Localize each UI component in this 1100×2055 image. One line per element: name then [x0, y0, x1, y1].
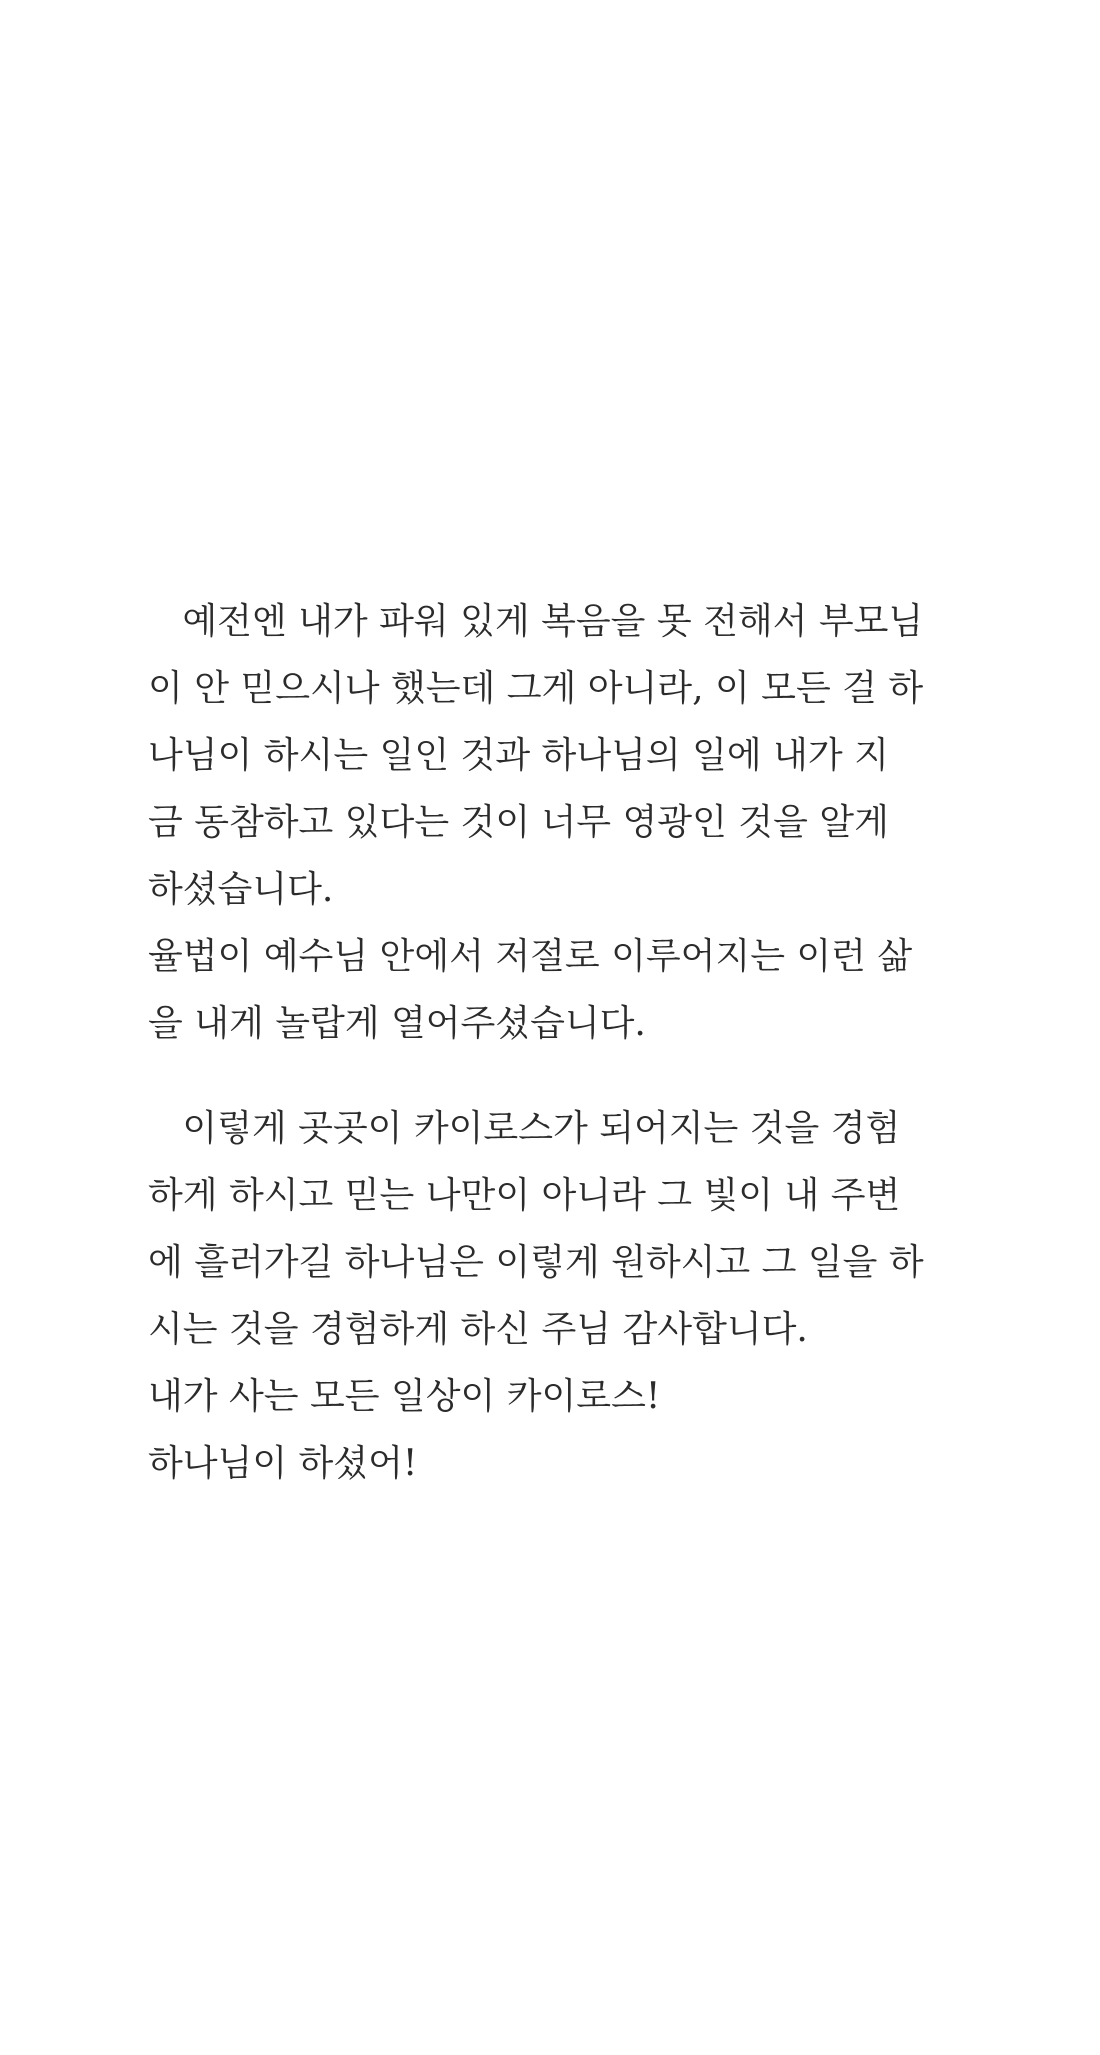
paragraph-1-line: 율법이 예수님 안에서 저절로 이루어지는 이런 삶 [148, 936, 913, 977]
paragraph-1-line: 예전엔 내가 파워 있게 복음을 못 전해서 부모님 [148, 601, 924, 642]
paragraph-2-line: 하나님이 하셨어! [148, 1443, 418, 1484]
paragraph-1-line: 나님이 하시는 일인 것과 하나님의 일에 내가 지 [148, 735, 889, 776]
paragraph-1-line: 이 안 믿으시나 했는데 그게 아니라, 이 모든 걸 하 [148, 668, 924, 709]
paragraph-2-line: 이렇게 곳곳이 카이로스가 되어지는 것을 경험 [148, 1108, 901, 1149]
paragraph-2-line: 시는 것을 경험하게 하신 주님 감사합니다. [148, 1309, 808, 1350]
paragraph-1-line: 하셨습니다. [148, 869, 334, 910]
paragraph-2-line: 내가 사는 모든 일상이 카이로스! [148, 1376, 661, 1417]
paragraph-1 [148, 588, 958, 1057]
paragraph-1-line: 금 동참하고 있다는 것이 너무 영광인 것을 알게 [148, 802, 889, 843]
paragraph-2-line: 에 흘러가길 하나님은 이렇게 원하시고 그 일을 하 [148, 1242, 924, 1283]
paragraph-1-line: 을 내게 놀랍게 열어주셨습니다. [148, 1003, 646, 1044]
paragraph-2-line: 하게 하시고 믿는 나만이 아니라 그 빛이 내 주변 [148, 1175, 901, 1216]
paragraph-2 [148, 1095, 958, 1497]
